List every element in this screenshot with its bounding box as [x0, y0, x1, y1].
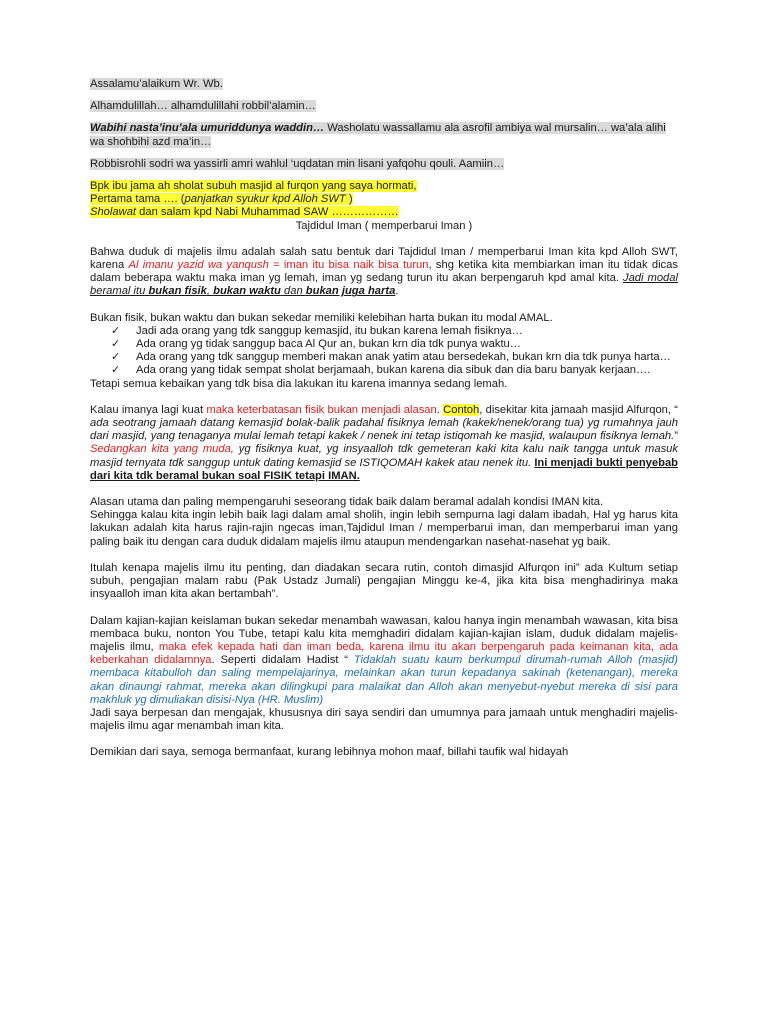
checklist — [90, 325, 678, 378]
paragraph-1: Bahwa duduk di majelis ilmu adalah salah satu bentuk dari Tajdidul Iman / memperbarui Iman kita kpd Alloh SWT, karena Al imanu yazid wa yanqush = iman itu bisa naik bisa turun, shg ketika kita membiarkan iman itu tidak dicas dalam beberapa waktu maka iman yg lemah, iman yg sedang turun itu akan berpengaruh kpd amal kita. Jadi modal beramal itu bukan fisik, bukan waktu dan bukan juga harta. — [90, 245, 678, 298]
paragraph-4-line-1: Alasan utama dan paling mempengaruhi seseorang tidak baik dalam beramal adalah kondisi IMAN kita. — [90, 496, 604, 509]
wabihi-line: Wabihi nasta’inu’ala umuriddunya waddin… Washolatu wassallamu ala asrofil ambiya wal mursalin… wa’ala alihi wa shohbihi azd ma’in… — [90, 122, 666, 148]
greeting-line-2: Pertama tama …. (panjatkan syukur kpd Alloh SWT ) — [90, 193, 353, 206]
paragraph-6: Dalam kajian-kajian keislaman bukan sekedar menambah wawasan, kalou hanya ingin menambah wawasan, kita bisa membaca buku, nonton You Tube, tetapi kalu kita memghadiri didalam kajian-kajian islam, duduk didalam majelis-majelis ilmu, maka efek kepada hati dan iman beda, karena ilmu itu akan berpengaruh pada keimanan kita, ada keberkahan didalamnya. Seperti didalam Hadist “ Tidaklah suatu kaum berkumpul dirumah-rumah Alloh (masjid) membaca kitabulloh dan saling mempelajarinya, melainkan akan turun kepadanya sakinah (ketenangan), mereka akan dinaungi rahmat, mereka akan dilingkupi para malaikat dan Alloh akan menyebut-nyebut mereka di sisi para makhluk yg dimuliakan disisi-Nya (HR. Muslim) — [90, 614, 678, 706]
robbisrohli-line: Robbisrohli sodri wa yassirli amri wahlul ‘uqdatan min lisani yafqohu qouli. Aamiin… — [90, 157, 505, 170]
paragraph-5: Itulah kenapa majelis ilmu itu penting, dan diadakan secara rutin, contoh dimasjid Alfurqon ini” ada Kultum setiap subuh, pengajian malam rabu (Pak Ustadz Jumali) pengajian Minggu ke-4, jika kita bisa menghadirinya maka insyaalloh iman kita akan bertambah”. — [90, 561, 678, 601]
closing-line: Demikian dari saya, semoga bermanfaat, kurang lebihnya mohon maaf, billahi taufik wal hidayah — [90, 746, 569, 759]
paragraph-4: Sehingga kalau kita ingin lebih baik lagi dalam amal sholih, ingin lebih sempurna lagi dalam ibadah, Hal yg harus kita lakukan adalah kita harus rajin-rajin ngecas iman,Tajdidul Iman / memperbarui iman, dan memperbarui iman yang paling baik itu dengan cara duduk didalam majelis ilmu ataupun mendengarkan nasehat-nasehat yg baik. — [90, 509, 678, 548]
hamdalah-line: Alhamdulillah… alhamdulillahi robbil’alamin… — [90, 100, 316, 113]
paragraph-2-tail: Tetapi semua kebaikan yang tdk bisa dia lakukan itu karena imannya sedang lemah. — [90, 377, 508, 390]
list-item: ✓ Ada orang yg tidak sanggup baca Al Qur an, bukan krn dia tdk punya waktu… — [136, 338, 678, 351]
document-page — [90, 78, 678, 760]
page-title: Tajdidul Iman ( memperbarui Iman ) — [295, 219, 473, 232]
paragraph-3: Kalau imanya lagi kuat maka keterbatasan fisik bukan menjadi alasan. Contoh, disekitar kita jamaah masjid Alfurqon, “ ada seotrang jamaah datang kemasjid bolak-balik padahal fisiknya lemah (kakek/nenek/orang tua) yg rumahnya jauh dari masjid, yang tenaganya mulai lemah tetapi kakek / nenek ini tetap istiqomah ke masjid, walaupun fisiknya lemah.” Sedangkan kita yang muda, yg fisiknya kuat, yg insyaalloh tdk gemeteran kaki kita kalu naik tangga untuk masuk masjid ternyata tdk sanggup untuk dating kemasjid se ISTIQOMAH kakek atau nenek itu. Ini menjadi bukti penyebab dari kita tdk beramal bukan soal FISIK tetapi IMAN. — [90, 403, 679, 482]
salam-line: Assalamu’alaikum Wr. Wb. — [90, 78, 223, 90]
list-item: ✓ Ada orang yang tidak sempat sholat berjamaah, bukan karena dia sibuk dan dia baru banyak kerjaan…. — [136, 364, 678, 377]
greeting-line-3: Sholawat dan salam kpd Nabi Muhammad SAW ……………… — [90, 206, 399, 219]
paragraph-7: Jadi saya berpesan dan mengajak, khususnya diri saya sendiri dan umumnya para jamaah untuk menghadiri majelis-majelis ilmu agar menambah iman kita. — [90, 706, 678, 733]
greeting-line-1: Bpk ibu jama ah sholat subuh masjid al furqon yang saya hormati, — [90, 180, 417, 193]
list-item: ✓ Ada orang yang tdk sanggup memberi makan anak yatim atau bersedekah, bukan krn dia tdk punya harta… — [136, 351, 678, 364]
paragraph-2-lead: Bukan fisik, bukan waktu dan bukan sekedar memiliki kelebihan harta bukan itu modal AMAL. — [90, 311, 553, 324]
list-item: ✓ Jadi ada orang yang tdk sanggup kemasjid, itu bukan karena lemah fisiknya… — [136, 325, 678, 338]
